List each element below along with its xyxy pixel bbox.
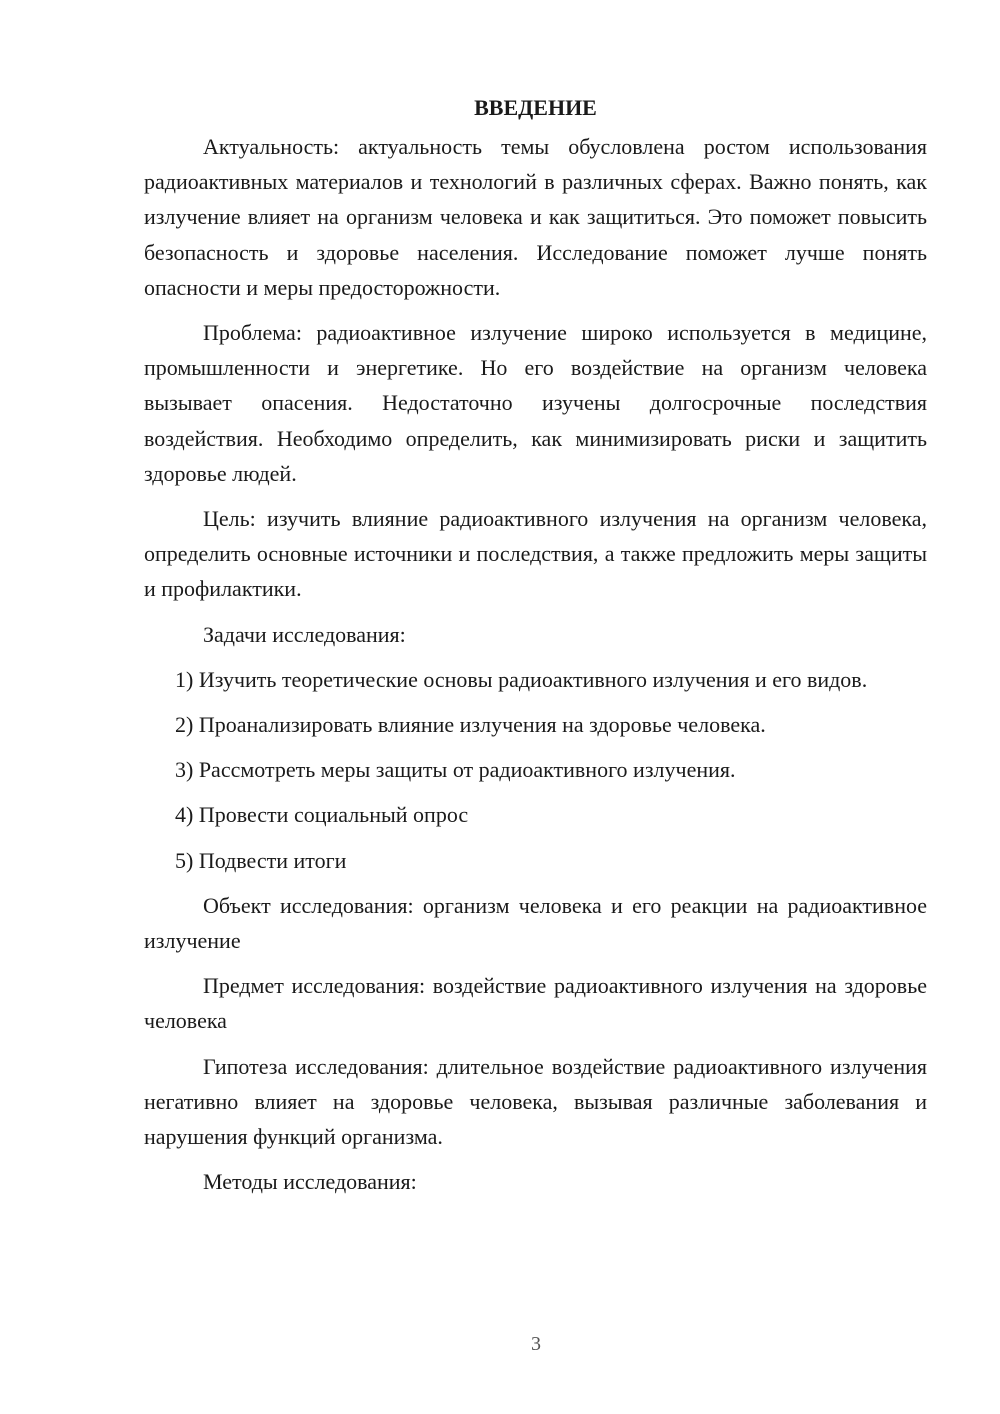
task-item-5: 5) Подвести итоги <box>175 847 347 873</box>
hypothesis-paragraph: Гипотеза исследования: длительное воздействие радиоактивного излучения негативно влияет на здоровье человека, вызывая различные заболевания и нарушения функций организма. <box>144 1053 927 1150</box>
section-title: ВВЕДЕНИЕ <box>474 95 597 120</box>
task-item-2: 2) Проанализировать влияние излучения на здоровье человека. <box>175 712 766 738</box>
goal-paragraph: Цель: изучить влияние радиоактивного излучения на организм человека, определить основные источники и последствия, а также предложить меры защиты и профилактики. <box>144 506 927 602</box>
page-number: 3 <box>531 1333 541 1355</box>
task-item-1: 1) Изучить теоретические основы радиоактивного излучения и его видов. <box>175 666 868 692</box>
methods-heading: Методы исследования: <box>203 1169 417 1195</box>
object-paragraph: Объект исследования: организм человека и его реакции на радиоактивное излучение <box>144 892 927 954</box>
document-page <box>144 90 927 1209</box>
subject-paragraph: Предмет исследования: воздействие радиоактивного излучения на здоровье человека <box>144 973 927 1034</box>
problem-paragraph: Проблема: радиоактивное излучение широко используется в медицине, промышленности и энергетике. Но его воздействие на организм человека вызывает опасения. Недостаточно изучены долгосрочные последствия воздействия. Необходимо определить, как минимизировать риски и защитить здоровье людей. <box>144 320 927 486</box>
relevance-paragraph: Актуальность: актуальность темы обусловлена ростом использования радиоактивных материалов и технологий в различных сферах. Важно понять, как излучение влияет на организм человека и как защититься. Это поможет повысить безопасность и здоровье населения. Исследование поможет лучше понять опасности и меры предосторожности. <box>144 134 927 300</box>
task-item-3: 3) Рассмотреть меры защиты от радиоактивного излучения. <box>175 757 736 783</box>
tasks-heading: Задачи исследования: <box>203 621 406 647</box>
task-item-4: 4) Провести социальный опрос <box>175 802 469 828</box>
